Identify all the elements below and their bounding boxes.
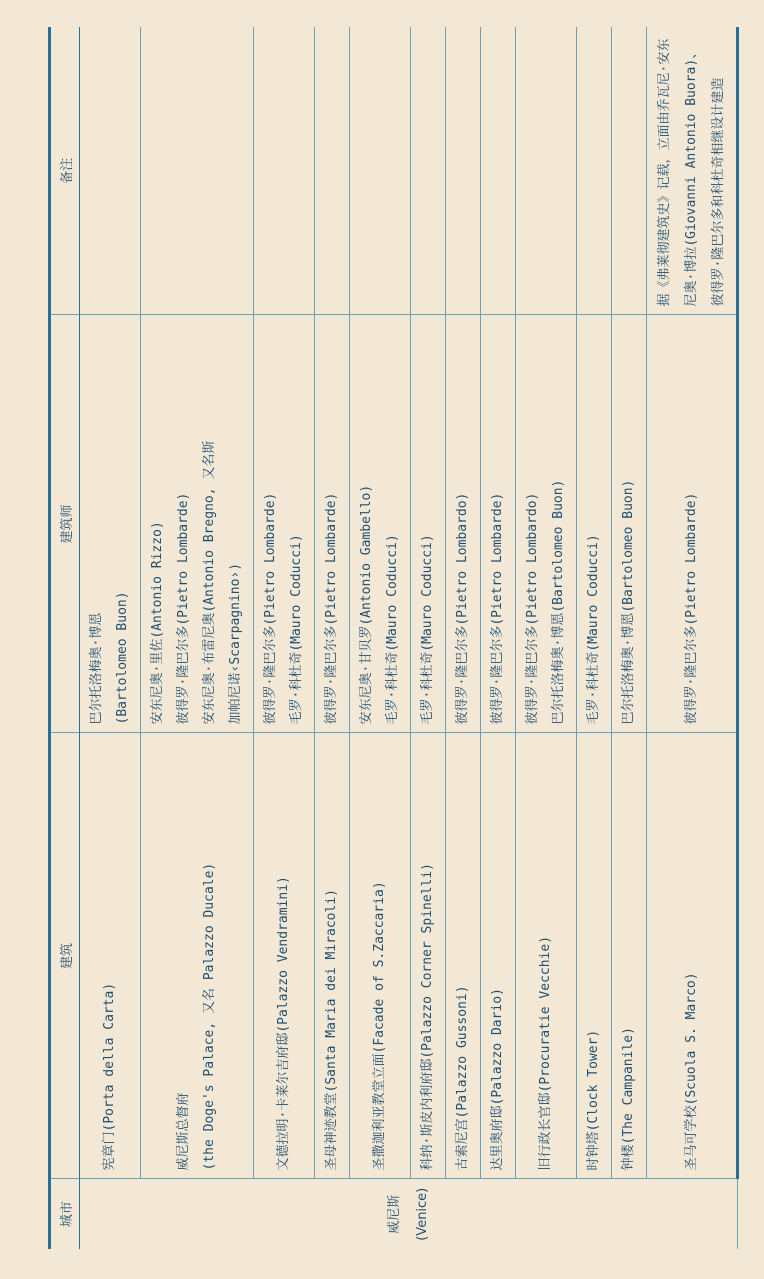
building-cell <box>80 733 141 1179</box>
architect-cell <box>350 315 411 733</box>
table-row <box>80 27 141 1249</box>
architect-name: 巴尔托洛梅奥·博恩(Bartolomeo Buon) <box>551 479 566 725</box>
building-name: (the Doge's Palace, 又名 Palazzo Ducale) <box>202 862 217 1171</box>
architecture-table <box>48 27 739 1249</box>
architect-name: 彼得罗·隆巴尔多(Pietro Lombardo) <box>525 492 540 725</box>
architect-name: 巴尔托洛梅奥·博恩(Bartolomeo Buon) <box>621 479 636 725</box>
building-name: 时钟塔(Clock Tower) <box>586 1029 601 1171</box>
building-cell <box>411 733 446 1179</box>
architect-cell <box>141 315 254 733</box>
building-cell <box>141 733 254 1179</box>
architect-name: 彼得罗·隆巴尔多(Pietro Lombardo) <box>455 492 470 725</box>
architect-name: 毛罗·科杜奇(Mauro Coducci) <box>289 534 304 725</box>
architect-cell <box>254 315 315 733</box>
architect-cell <box>516 315 577 733</box>
note-cell <box>577 27 612 315</box>
note-cell <box>446 27 481 315</box>
note-cell <box>141 27 254 315</box>
header-building: 建筑 <box>50 733 80 1179</box>
architect-name: 巴尔托洛梅奥·博恩 <box>89 612 104 725</box>
note-cell <box>315 27 350 315</box>
building-cell <box>315 733 350 1179</box>
architect-name: 安东尼奥·甘贝罗(Antonio Gambello) <box>359 484 374 725</box>
note-cell <box>612 27 647 315</box>
architect-cell <box>411 315 446 733</box>
note-cell <box>516 27 577 315</box>
building-cell <box>612 733 647 1179</box>
table-row <box>254 27 315 1249</box>
architect-cell <box>577 315 612 733</box>
building-cell <box>446 733 481 1179</box>
architect-name: 彼得罗·隆巴尔多(Pietro Lombarde) <box>683 492 699 725</box>
note-cell <box>254 27 315 315</box>
table-row <box>315 27 350 1249</box>
table-row <box>481 27 516 1249</box>
building-name: 达里奥府邸(Palazzo Dario) <box>490 988 505 1171</box>
table-row <box>516 27 577 1249</box>
building-name: 圣马可学校(Scuola S. Marco) <box>683 972 699 1171</box>
table-row <box>647 27 738 1249</box>
architect-cell <box>80 315 141 733</box>
table-row <box>411 27 446 1249</box>
architect-cell <box>315 315 350 733</box>
note-cell <box>80 27 141 315</box>
note-cell: 据《弗莱彻建筑史》记载，立面由乔瓦尼·安东尼奥·博拉(Giovanni Antonio Buora)、彼得罗·隆巴尔多和科杜奇相继设计建造 <box>647 27 738 315</box>
building-cell <box>577 733 612 1179</box>
building-name: 钟楼(The Campanile) <box>621 1027 636 1171</box>
table-row <box>612 27 647 1249</box>
building-name: 古索尼宫(Palazzo Gussoni) <box>455 985 470 1171</box>
header-city: 城市 <box>50 1179 80 1249</box>
architect-cell <box>647 315 738 733</box>
city-name-en: (Venice) <box>414 1187 430 1241</box>
header-row <box>50 27 80 1249</box>
note-cell <box>481 27 516 315</box>
building-name: 文德拉明·卡莱尔吉府邸(Palazzo Vendramini) <box>276 876 291 1171</box>
architect-name: 毛罗·科杜奇(Mauro Coducci) <box>586 534 601 725</box>
architect-name: 加帕尼诺‹Scarpagnino›) <box>228 562 243 725</box>
architect-cell <box>446 315 481 733</box>
table-row <box>577 27 612 1249</box>
table-body <box>80 27 738 1249</box>
building-name: 宪章门(Porta della Carta) <box>102 982 117 1171</box>
building-name: 威尼斯总督府 <box>176 1092 191 1171</box>
building-cell <box>481 733 516 1179</box>
architect-name: 彼得罗·隆巴尔多(Pietro Lombarde) <box>176 492 191 725</box>
building-name: 科纳·斯皮内利府邸(Palazzo Corner Spinelli) <box>420 863 435 1171</box>
architect-name: 彼得罗·隆巴尔多(Pietro Lombarde) <box>324 492 339 725</box>
header-notes: 备注 <box>50 27 80 315</box>
building-name: 旧行政长官邸(Procuratie Vecchie) <box>538 935 553 1171</box>
note-cell <box>350 27 411 315</box>
architect-cell <box>481 315 516 733</box>
building-name: 圣母神迹教堂(Santa Maria dei Miracoli) <box>324 889 339 1171</box>
table-row <box>350 27 411 1249</box>
city-name: 威尼斯 <box>386 1194 402 1234</box>
architect-name: 安东尼奥·里佐(Antonio Rizzo) <box>150 521 165 725</box>
city-cell <box>80 1179 738 1249</box>
architect-name: 毛罗·科杜奇(Mauro Coducci) <box>420 534 435 725</box>
architect-name: 毛罗·科杜奇(Mauro Coducci) <box>385 534 400 725</box>
architect-name: 彼得罗·隆巴尔多(Pietro Lombarde) <box>263 492 278 725</box>
table-row <box>141 27 254 1249</box>
architect-name: (Bartolomeo Buon) <box>115 591 130 725</box>
building-cell <box>350 733 411 1179</box>
note-cell <box>411 27 446 315</box>
architect-name: 彼得罗·隆巴尔多(Pietro Lombarde) <box>490 492 505 725</box>
architect-cell <box>612 315 647 733</box>
table-row <box>446 27 481 1249</box>
building-cell <box>516 733 577 1179</box>
building-cell <box>254 733 315 1179</box>
building-cell <box>647 733 738 1179</box>
header-architect: 建筑师 <box>50 315 80 733</box>
building-name: 圣撒迦利亚教堂立面(Facade of S.Zaccaria) <box>372 881 387 1171</box>
architect-name: 安东尼奥·布雷尼奥(Antonio Bregno, 又名斯 <box>202 440 217 725</box>
